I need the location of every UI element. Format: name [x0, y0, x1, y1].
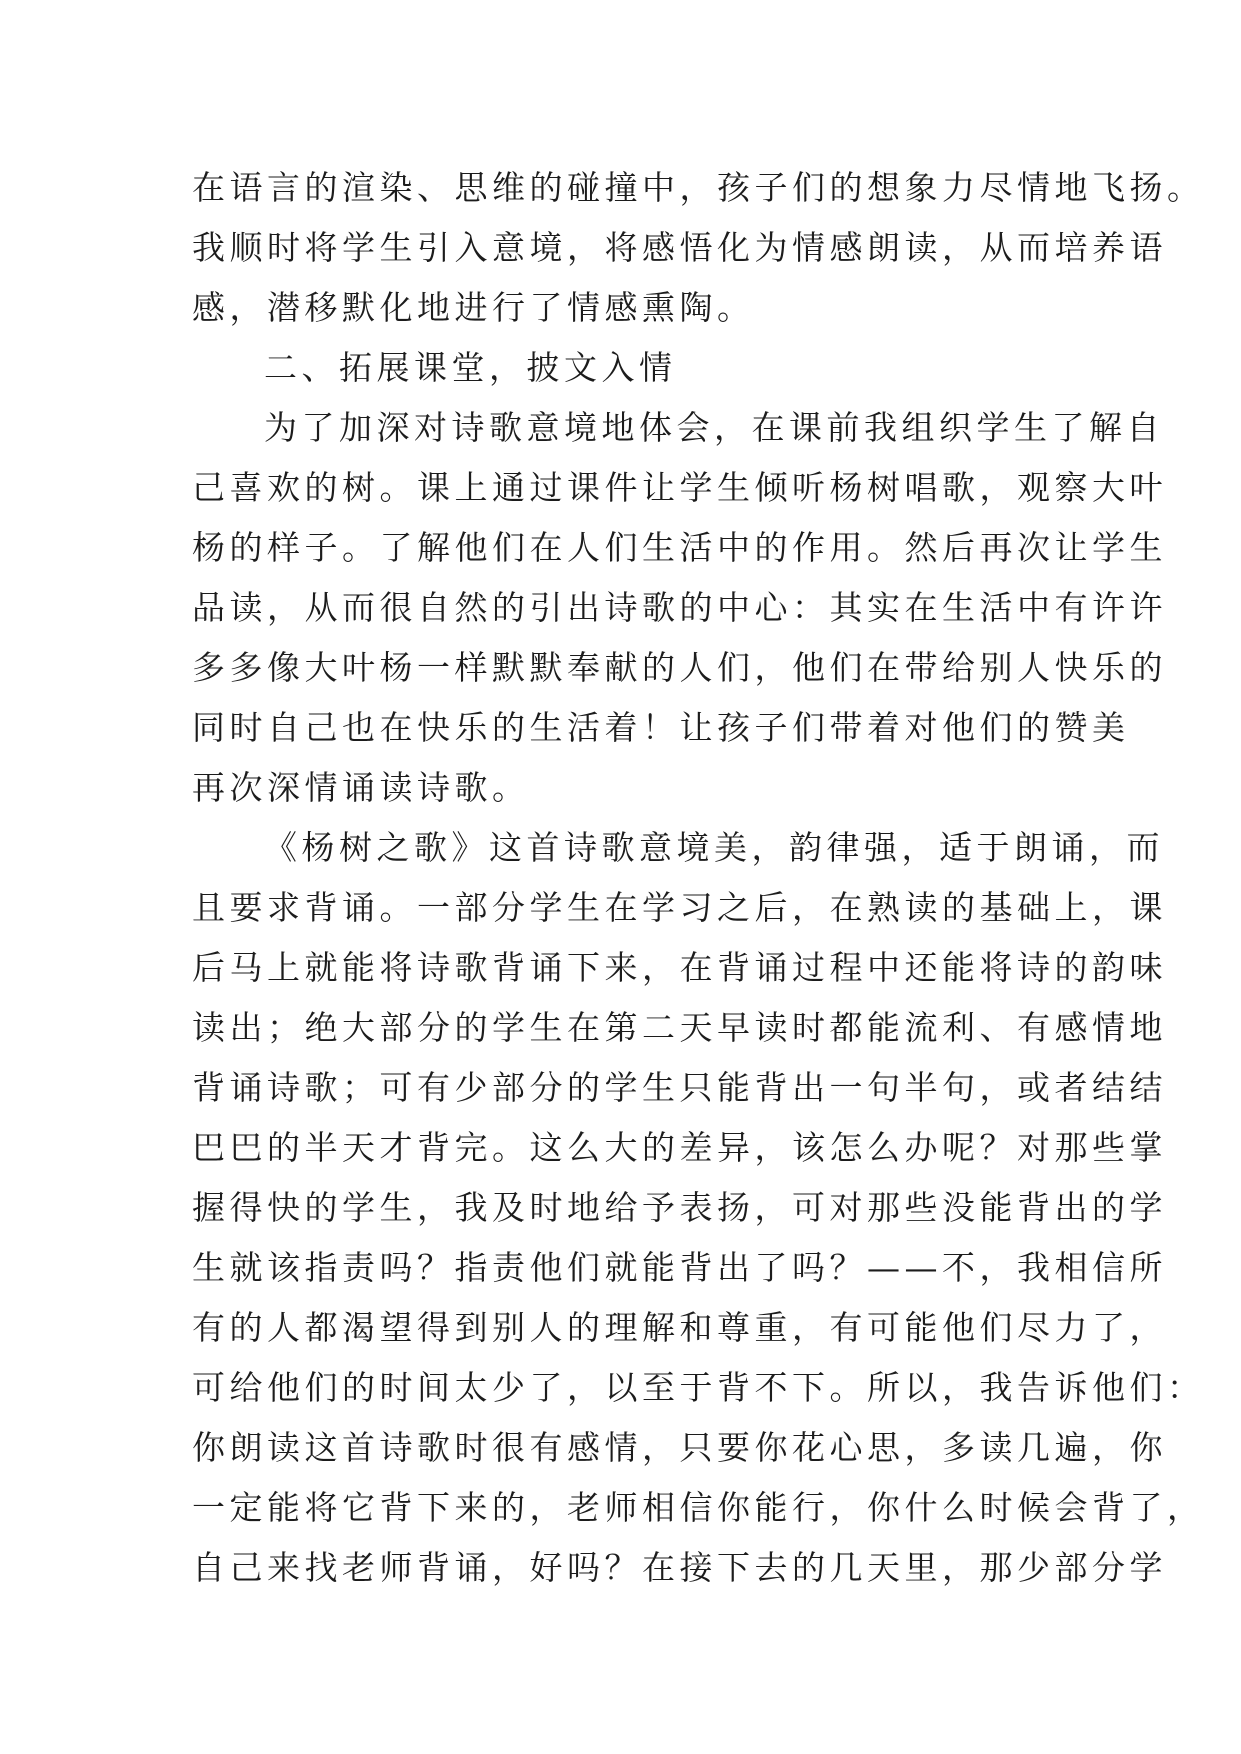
- text-line: 再次深情诵读诗歌。: [192, 768, 530, 807]
- text-line: 你朗读这首诗歌时很有感情，只要你花心思，多读几遍，你: [192, 1428, 1167, 1467]
- section-heading: 二、拓展课堂，披文入情: [264, 348, 677, 387]
- text-line: 我顺时将学生引入意境，将感悟化为情感朗读，从而培养语: [192, 228, 1167, 267]
- text-line: 《杨树之歌》这首诗歌意境美，韵律强，适于朗诵，而: [264, 828, 1164, 867]
- text-line: 握得快的学生，我及时地给予表扬，可对那些没能背出的学: [192, 1188, 1167, 1227]
- text-line: 己喜欢的树。课上通过课件让学生倾听杨树唱歌，观察大叶: [192, 468, 1167, 507]
- text-line: 杨的样子。了解他们在人们生活中的作用。然后再次让学生: [192, 528, 1167, 567]
- text-line: 巴巴的半天才背完。这么大的差异，该怎么办呢？对那些掌: [192, 1128, 1167, 1167]
- text-line: 后马上就能将诗歌背诵下来，在背诵过程中还能将诗的韵味: [192, 948, 1167, 987]
- text-line: 在语言的渲染、思维的碰撞中，孩子们的想象力尽情地飞扬。: [192, 168, 1205, 207]
- text-line: 可给他们的时间太少了，以至于背不下。所以，我告诉他们：: [192, 1368, 1205, 1407]
- text-line: 为了加深对诗歌意境地体会，在课前我组织学生了解自: [264, 408, 1164, 447]
- text-line: 自己来找老师背诵，好吗？在接下去的几天里，那少部分学: [192, 1548, 1167, 1587]
- text-line: 且要求背诵。一部分学生在学习之后，在熟读的基础上，课: [192, 888, 1167, 927]
- text-line: 感，潜移默化地进行了情感熏陶。: [192, 288, 755, 327]
- text-line: 同时自己也在快乐的生活着！让孩子们带着对他们的赞美: [192, 708, 1130, 747]
- document-body: [192, 158, 1205, 1598]
- text-line: 有的人都渴望得到别人的理解和尊重，有可能他们尽力了，: [192, 1308, 1167, 1347]
- text-line: 背诵诗歌；可有少部分的学生只能背出一句半句，或者结结: [192, 1068, 1167, 1107]
- text-line: 读出；绝大部分的学生在第二天早读时都能流利、有感情地: [192, 1008, 1167, 1047]
- text-line: 生就该指责吗？指责他们就能背出了吗？——不，我相信所: [192, 1248, 1167, 1287]
- text-line: 品读，从而很自然的引出诗歌的中心：其实在生活中有许许: [192, 588, 1167, 627]
- text-line: 多多像大叶杨一样默默奉献的人们，他们在带给别人快乐的: [192, 648, 1167, 687]
- text-line: 一定能将它背下来的，老师相信你能行，你什么时候会背了，: [192, 1488, 1205, 1527]
